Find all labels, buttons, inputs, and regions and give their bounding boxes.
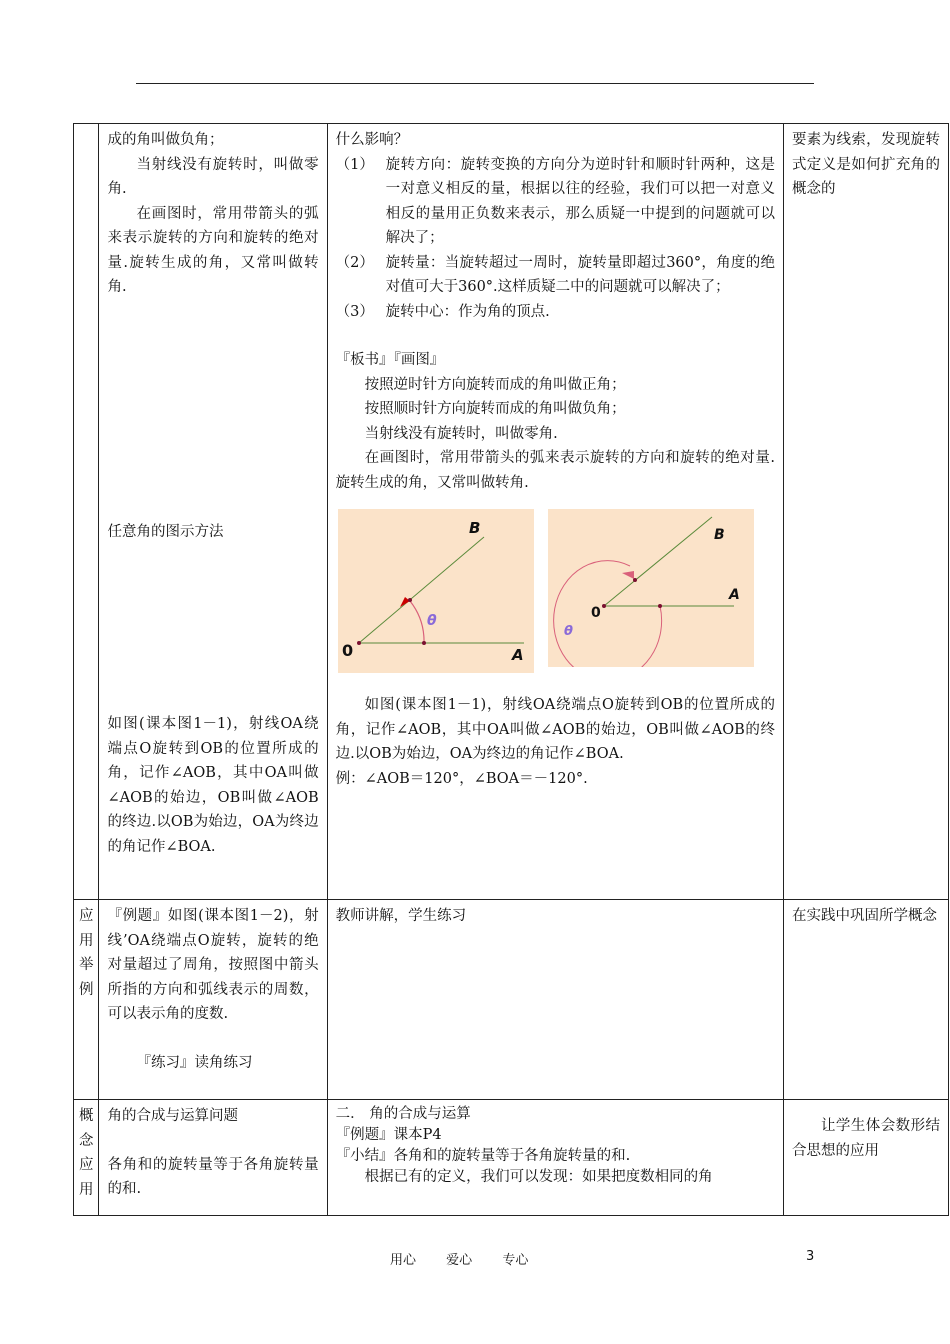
example-line: 例：∠AOB＝120°，∠BOA＝－120°.	[335, 770, 588, 787]
ray-ob	[604, 517, 712, 606]
text-paragraph: 在画图时，常用带箭头的弧来表示旋转的方向和旋转的绝对量.旋转生成的角，又常叫做转角.	[335, 450, 775, 491]
text-paragraph: 在画图时，常用带箭头的弧来表示旋转的方向和旋转的绝对量.旋转生成的角，又常叫做转角.	[107, 205, 319, 295]
text-paragraph: 根据已有的定义，我们可以发现：如果把度数相同的角	[364, 1169, 713, 1185]
rotation-arc	[553, 561, 661, 667]
header-rule	[136, 83, 814, 84]
point-on-ob	[633, 578, 637, 582]
row-label-char: 应	[78, 1157, 94, 1173]
row2-content-cell	[99, 900, 327, 1100]
text-paragraph: 教师讲解，学生练习	[335, 908, 467, 924]
row1-purpose-cell	[783, 124, 948, 900]
label-theta: θ	[426, 613, 437, 629]
row3-purpose-cell	[783, 1100, 948, 1216]
text-paragraph: 成的角叫做负角；	[107, 132, 224, 148]
text-paragraph: 如图(课本图1－1)，射线OA绕端点O旋转到OB的位置所成的角，记作∠AOB，其中OA叫做∠AOB的始边，OB叫做∠AOB的终边.以OB为始边，OA为终边的角记作∠BOA.	[335, 697, 775, 762]
page-footer	[390, 1249, 554, 1268]
row-label-char: 用	[78, 1181, 94, 1198]
row2-purpose-cell	[783, 900, 948, 1100]
row-label-char: 举	[78, 957, 94, 973]
footer-item: 专心	[502, 1253, 529, 1268]
label-b: B	[713, 527, 725, 543]
row3-content-cell	[99, 1100, 327, 1216]
point-on-oa	[658, 604, 662, 608]
row3-label-cell	[74, 1100, 99, 1216]
text-paragraph: 『小结』各角和的旋转量等于各角旋转量的和.	[335, 1148, 631, 1164]
figure-positive-angle	[338, 509, 534, 673]
row3-activity-cell	[327, 1100, 783, 1216]
row1-label-cell	[74, 124, 99, 900]
label-b: B	[468, 519, 481, 537]
label-a: A	[511, 646, 524, 664]
row-label-char: 用	[78, 932, 94, 949]
row-label-char: 念	[78, 1132, 94, 1149]
ray-ob	[359, 537, 484, 643]
text-paragraph: 『例题』如图(课本图1－2)，射线’OA绕端点O旋转，旋转的绝对量超过了周角，按照图中箭头所指的方向和弧线表示的周数，可以表示角的度数.	[107, 908, 319, 1022]
rotation-arc	[410, 601, 424, 643]
list-item: （3） 旋转中心：作为角的顶点.	[335, 303, 550, 320]
vertex-point	[357, 641, 361, 645]
row1-content-cell	[99, 124, 327, 900]
point-on-oa	[422, 641, 426, 645]
label-o: 0	[590, 605, 601, 621]
row-label-char: 概	[78, 1108, 94, 1124]
text-paragraph: 『练习』读角练习	[136, 1054, 253, 1071]
row2-activity-cell	[327, 900, 783, 1100]
text-paragraph: 『例题』课本P4	[335, 1127, 442, 1143]
footer-item: 用心	[390, 1253, 417, 1268]
text-paragraph: 任意角的图示方法	[107, 523, 224, 540]
text-paragraph: 当射线没有旋转时，叫做零角.	[364, 425, 558, 442]
section-heading: 二． 角的合成与运算	[335, 1106, 471, 1122]
footer-item: 爱心	[446, 1253, 473, 1268]
text-paragraph: 按照逆时针方向旋转而成的角叫做正角；	[364, 376, 626, 393]
text-paragraph: 按照顺时针方向旋转而成的角叫做负角；	[364, 401, 626, 417]
text-paragraph: 让学生体会数形结合思想的应用	[791, 1118, 940, 1159]
text-paragraph: 什么影响？	[335, 132, 409, 148]
text-paragraph: 要素为线索，发现旋转式定义是如何扩充角的概念的	[791, 132, 940, 197]
section-heading: 『板书』『画图』	[335, 352, 445, 368]
label-o: 0	[341, 641, 353, 660]
vertex-point	[602, 604, 606, 608]
text-paragraph: 当射线没有旋转时，叫做零角.	[107, 156, 319, 197]
table-row	[74, 900, 949, 1100]
figure-negative-angle	[548, 509, 754, 667]
list-item: （2） 旋转量：当旋转超过一周时，旋转量即超过360°，角度的绝对值可大于360°.这样质疑二中的问题就可以解决了；	[335, 254, 775, 295]
label-theta: θ	[563, 624, 573, 639]
row-label-char: 例	[78, 981, 94, 998]
page-number: 3	[806, 1249, 815, 1264]
arrow-icon	[622, 571, 634, 579]
table-row	[74, 1100, 949, 1216]
text-paragraph: 如图(课本图1－1)，射线OA绕端点O旋转到OB的位置所成的角，记作∠AOB，其中OA叫做∠AOB的始边，OB叫做∠AOB的终边.以OB为始边，OA为终边的角记作∠BOA.	[107, 716, 319, 855]
list-item: （1） 旋转方向：旋转变换的方向分为逆时针和顺时针两种，这是一对意义相反的量，根据以往的经验，我们可以把一对意义相反的量用正负数来表示，那么质疑一中提到的问题就可以解决了；	[335, 156, 775, 246]
angle-figures	[338, 509, 775, 673]
arrow-icon	[400, 597, 410, 607]
row2-label-cell	[74, 900, 99, 1100]
table-row	[74, 124, 949, 900]
text-paragraph: 各角和的旋转量等于各角旋转量的和.	[107, 1156, 319, 1197]
text-paragraph: 在实践中巩固所学概念	[791, 908, 937, 924]
row-label-char: 应	[78, 908, 94, 924]
label-a: A	[728, 587, 740, 603]
text-paragraph: 角的合成与运算问题	[107, 1108, 238, 1124]
point-on-ob	[408, 598, 412, 602]
lesson-table	[73, 123, 949, 1216]
row1-activity-cell	[327, 124, 783, 900]
